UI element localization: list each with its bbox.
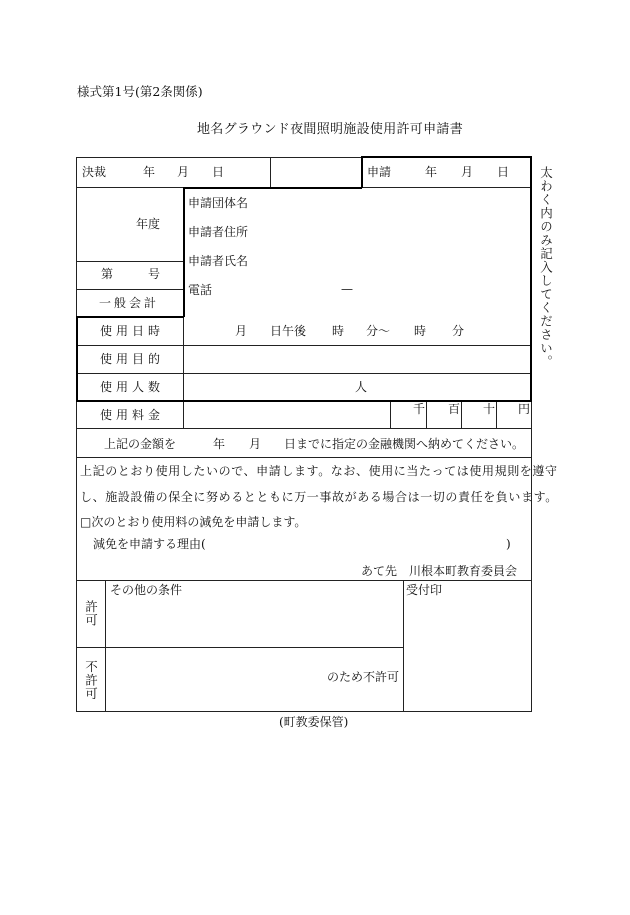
use-month-label: 月 (235, 324, 248, 338)
addressee: あて先 川根本町教育委員会 (361, 564, 518, 578)
payment-year: 年 (213, 437, 226, 451)
people-label: 使用人数 (100, 380, 165, 394)
reduction-reason-close: ) (506, 537, 511, 551)
form-number: 様式第1号(第2条関係) (77, 84, 203, 99)
use-minute1-label: 分〜 (366, 324, 391, 338)
use-hour2-label: 時 (414, 324, 427, 338)
use-day-ampm-label: 日午後 (270, 324, 307, 338)
reduction-reason-label: 減免を申請する理由( (93, 537, 206, 551)
use-datetime-label: 使用日時 (100, 324, 165, 338)
phone-dash: — (341, 282, 353, 296)
side-note: 太わく内のみ記入してください。 (538, 166, 554, 369)
footer-storage-note: (町教委保管) (279, 715, 349, 729)
use-minute2-label: 分 (452, 324, 465, 338)
declaration-line1: 上記のとおり使用したいので、申請します。なお、使用に当たっては使用規則を遵守 (80, 464, 558, 478)
approval-year-label: 年 (143, 165, 156, 179)
payment-suffix: 日までに指定の金融機関へ納めてください。 (284, 437, 525, 451)
application-month-label: 月 (461, 165, 474, 179)
approval-label: 決裁 (82, 165, 107, 179)
application-day-label: 日 (497, 165, 510, 179)
other-conditions-label: その他の条件 (110, 583, 183, 597)
fiscal-year-label: 年度 (136, 217, 161, 231)
phone-label: 電話 (188, 283, 213, 297)
general-account-label: 一般会計 (99, 296, 160, 310)
fee-juu-label: 十 (483, 402, 496, 416)
fee-en-label: 円 (518, 402, 531, 416)
permit-label: 許可 (83, 600, 99, 627)
approval-day-label: 日 (212, 165, 225, 179)
not-permit-label: 不許可 (83, 660, 99, 701)
receipt-seal-label: 受付印 (406, 583, 443, 597)
people-unit: 人 (355, 380, 368, 394)
address-label: 申請者住所 (188, 225, 249, 239)
approval-month-label: 月 (177, 165, 190, 179)
fee-hyaku-label: 百 (448, 402, 461, 416)
not-permit-reason: のため不許可 (327, 670, 400, 684)
number-dai-label: 第 (101, 267, 114, 281)
payment-prefix: 上記の金額を (104, 437, 177, 451)
fee-sen-label: 千 (413, 402, 426, 416)
reduction-checkbox-label[interactable]: □次のとおり使用料の減免を申請します。 (80, 515, 307, 529)
group-name-label: 申請団体名 (188, 196, 249, 210)
application-year-label: 年 (425, 165, 438, 179)
name-label: 申請者氏名 (188, 254, 249, 268)
purpose-label: 使用目的 (100, 352, 165, 366)
application-label: 申請 (367, 165, 392, 179)
number-go-label: 号 (148, 267, 161, 281)
fee-label: 使用料金 (100, 408, 165, 422)
page-title: 地名グラウンド夜間照明施設使用許可申請書 (197, 122, 464, 137)
use-hour1-label: 時 (332, 324, 345, 338)
payment-month: 月 (249, 437, 262, 451)
declaration-line2: し、施設設備の保全に努めるとともに万一事故がある場合は一切の責任を負います。 (80, 490, 558, 504)
